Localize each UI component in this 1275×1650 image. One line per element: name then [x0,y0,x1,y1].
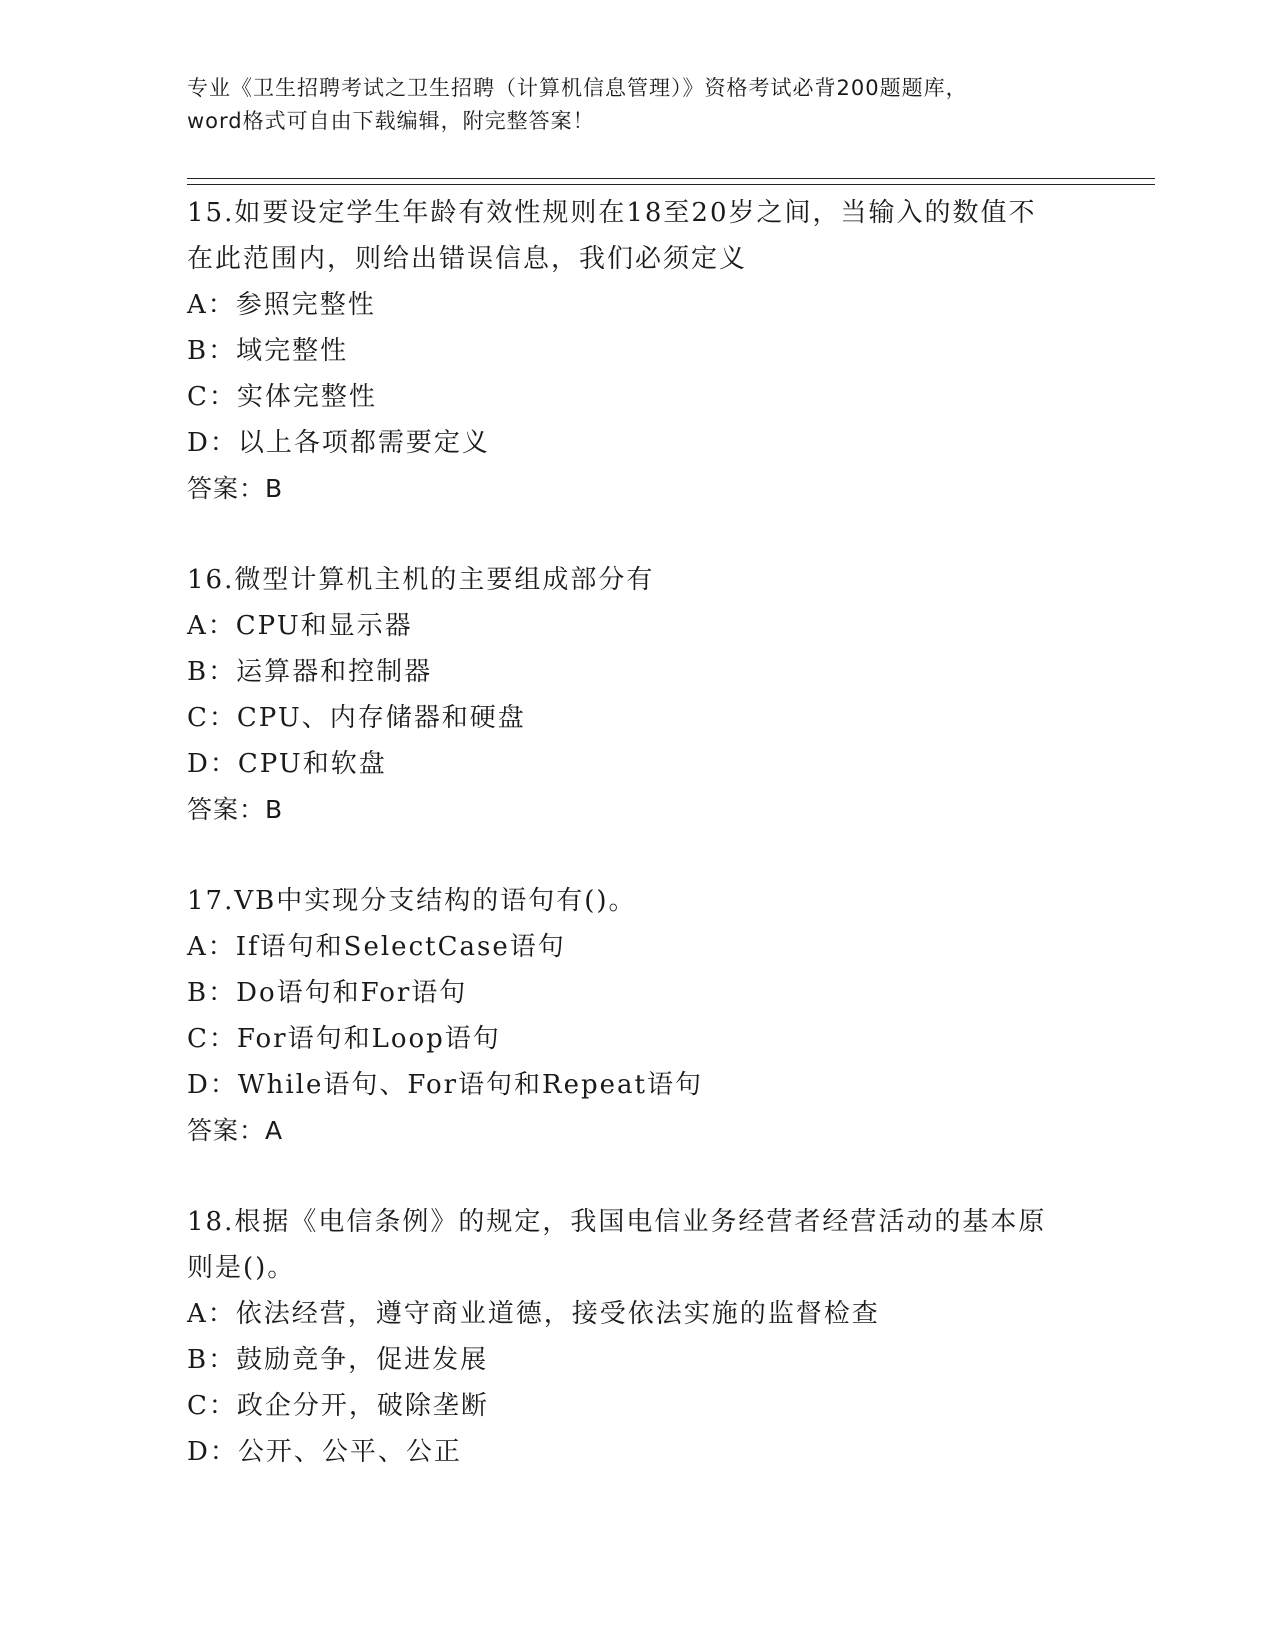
option-a: A：依法经营，遵守商业道德，接受依法实施的监督检查 [187,1299,880,1329]
option-b: B：运算器和控制器 [187,657,433,687]
question-stem-line: 在此范围内，则给出错误信息，我们必须定义 [187,244,748,274]
question-15 [187,190,1087,512]
option-a: A：参照完整性 [187,290,376,320]
answer-line: 答案：B [187,474,284,503]
question-16 [187,557,1087,833]
header-divider-bottom [187,184,1155,185]
question-stem-line: 17.VB中实现分支结构的语句有()。 [187,886,637,916]
option-d: D：While语句、For语句和Repeat语句 [187,1070,703,1100]
header-line-2: word格式可自由下载编辑，附完整答案！ [187,109,595,133]
answer-line: 答案：B [187,795,284,824]
option-b: B：鼓励竞争，促进发展 [187,1345,489,1375]
option-b: B：Do语句和For语句 [187,978,468,1008]
option-b: B：域完整性 [187,336,349,366]
question-stem-line: 15.如要设定学生年龄有效性规则在18至20岁之间，当输入的数值不 [187,198,1037,228]
option-c: C：For语句和Loop语句 [187,1024,501,1054]
option-a: A：If语句和SelectCase语句 [187,932,566,962]
header-line-1: 专业《卫生招聘考试之卫生招聘（计算机信息管理）》资格考试必背200题题库， [187,76,968,100]
answer-line: 答案：A [187,1116,284,1145]
option-d: D：以上各项都需要定义 [187,428,490,458]
option-a: A：CPU和显示器 [187,611,413,641]
option-c: C：CPU、内存储器和硬盘 [187,703,526,733]
document-header [187,72,1087,138]
question-list [187,190,1087,1520]
question-17 [187,878,1087,1154]
question-stem-line: 16.微型计算机主机的主要组成部分有 [187,565,655,595]
option-d: D：CPU和软盘 [187,749,387,779]
question-stem-line: 18.根据《电信条例》的规定，我国电信业务经营者经营活动的基本原 [187,1207,1047,1237]
header-divider-top [187,178,1155,179]
question-18 [187,1199,1087,1475]
option-c: C：政企分开，破除垄断 [187,1391,489,1421]
option-c: C：实体完整性 [187,382,377,412]
option-d: D：公开、公平、公正 [187,1437,462,1467]
question-stem-line: 则是()。 [187,1253,296,1283]
